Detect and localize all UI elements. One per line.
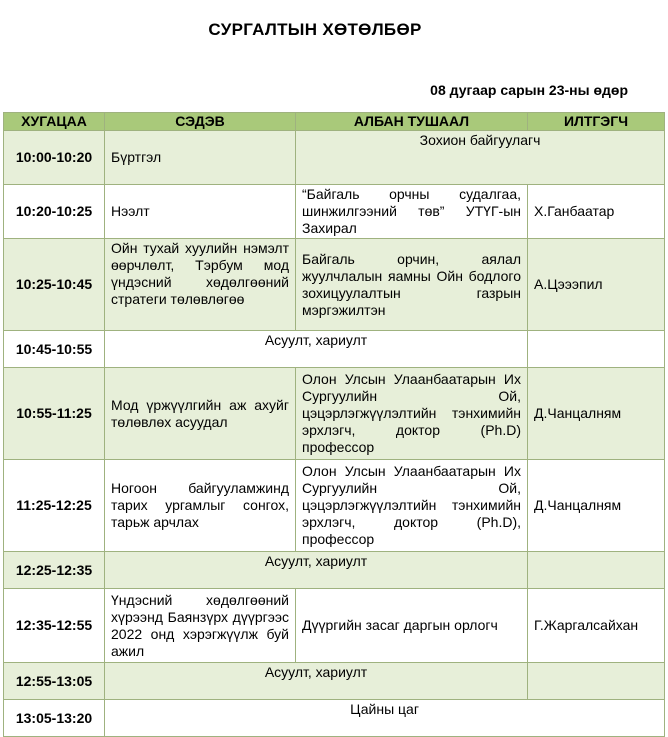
speaker-cell: Х.Ганбаатар — [528, 185, 665, 239]
header-position: АЛБАН ТУШААЛ — [296, 113, 528, 131]
time-cell: 11:25-12:25 — [4, 460, 105, 552]
speaker-cell: А.Цэээпил — [528, 239, 665, 331]
topic-cell: Ойн тухай хуулийн нэмэлт өөрчлөлт, Тэрбум мод үндэсний хөдөлгөөний стратеги төлөвлөгөө — [105, 239, 296, 331]
topic-cell: Асуулт, хариулт — [105, 552, 528, 589]
schedule-table — [3, 112, 665, 737]
table-row — [4, 239, 665, 331]
position-cell: Олон Улсын Улаанбаатарын Их Сургуулийн Ой, цэцэрлэгжүүлэлтийн тэнхимийн эрхлэгч, доктор (Ph.D) профессор — [296, 368, 528, 460]
position-cell: Дүүргийн засаг даргын орлогч — [296, 589, 528, 663]
time-cell: 12:35-12:55 — [4, 589, 105, 663]
time-cell: 12:55-13:05 — [4, 663, 105, 700]
time-cell: 10:00-10:20 — [4, 131, 105, 185]
table-row — [4, 589, 665, 663]
speaker-cell — [528, 663, 665, 700]
topic-cell: Бүртгэл — [105, 131, 296, 185]
time-cell: 10:55-11:25 — [4, 368, 105, 460]
position-cell: Олон Улсын Улаанбаатарын Их Сургуулийн Ой, цэцэрлэгжүүлэлтийн тэнхимийн эрхлэгч, доктор (Ph.D), профессор — [296, 460, 528, 552]
table-header-row — [4, 113, 665, 131]
table-row — [4, 368, 665, 460]
time-cell: 10:25-10:45 — [4, 239, 105, 331]
header-time: ХУГАЦАА — [4, 113, 105, 131]
topic-cell: Асуулт, хариулт — [105, 331, 528, 368]
time-cell: 13:05-13:20 — [4, 700, 105, 737]
topic-cell: Мод үржүүлгийн аж ахуйг төлөвлөх асуудал — [105, 368, 296, 460]
table-row — [4, 185, 665, 239]
position-cell: Байгаль орчин, аялал жуулчлалын яамны Ойн бодлого зохицуулалтын газрын мэргэжилтэн — [296, 239, 528, 331]
table-row — [4, 663, 665, 700]
table-row — [4, 552, 665, 589]
topic-cell: Ногоон байгууламжинд тарих ургамлыг сонгох, тарьж арчлах — [105, 460, 296, 552]
table-row — [4, 460, 665, 552]
document-date: 08 дугаар сарын 23-ны өдөр — [430, 82, 628, 98]
topic-cell: Нээлт — [105, 185, 296, 239]
table-row — [4, 131, 665, 185]
table-row — [4, 331, 665, 368]
speaker-cell — [528, 331, 665, 368]
header-topic: СЭДЭВ — [105, 113, 296, 131]
speaker-cell: Г.Жаргалсайхан — [528, 589, 665, 663]
topic-cell: Үндэсний хөдөлгөөний хүрээнд Баянзүрх дүүргээс 2022 онд хэрэгжүүлж буй ажил — [105, 589, 296, 663]
position-cell: “Байгаль орчны судалгаа, шинжилгээний төв” УТҮГ-ын Захирал — [296, 185, 528, 239]
topic-cell: Цайны цаг — [105, 700, 665, 737]
speaker-cell — [528, 552, 665, 589]
topic-cell: Асуулт, хариулт — [105, 663, 528, 700]
position-cell: Зохион байгуулагч — [296, 131, 665, 185]
time-cell: 10:20-10:25 — [4, 185, 105, 239]
page-title: СУРГАЛТЫН ХӨТӨЛБӨР — [208, 20, 422, 39]
speaker-cell: Д.Чанцалням — [528, 368, 665, 460]
header-speaker: ИЛТГЭГЧ — [528, 113, 665, 131]
time-cell: 12:25-12:35 — [4, 552, 105, 589]
time-cell: 10:45-10:55 — [4, 331, 105, 368]
speaker-cell: Д.Чанцалням — [528, 460, 665, 552]
